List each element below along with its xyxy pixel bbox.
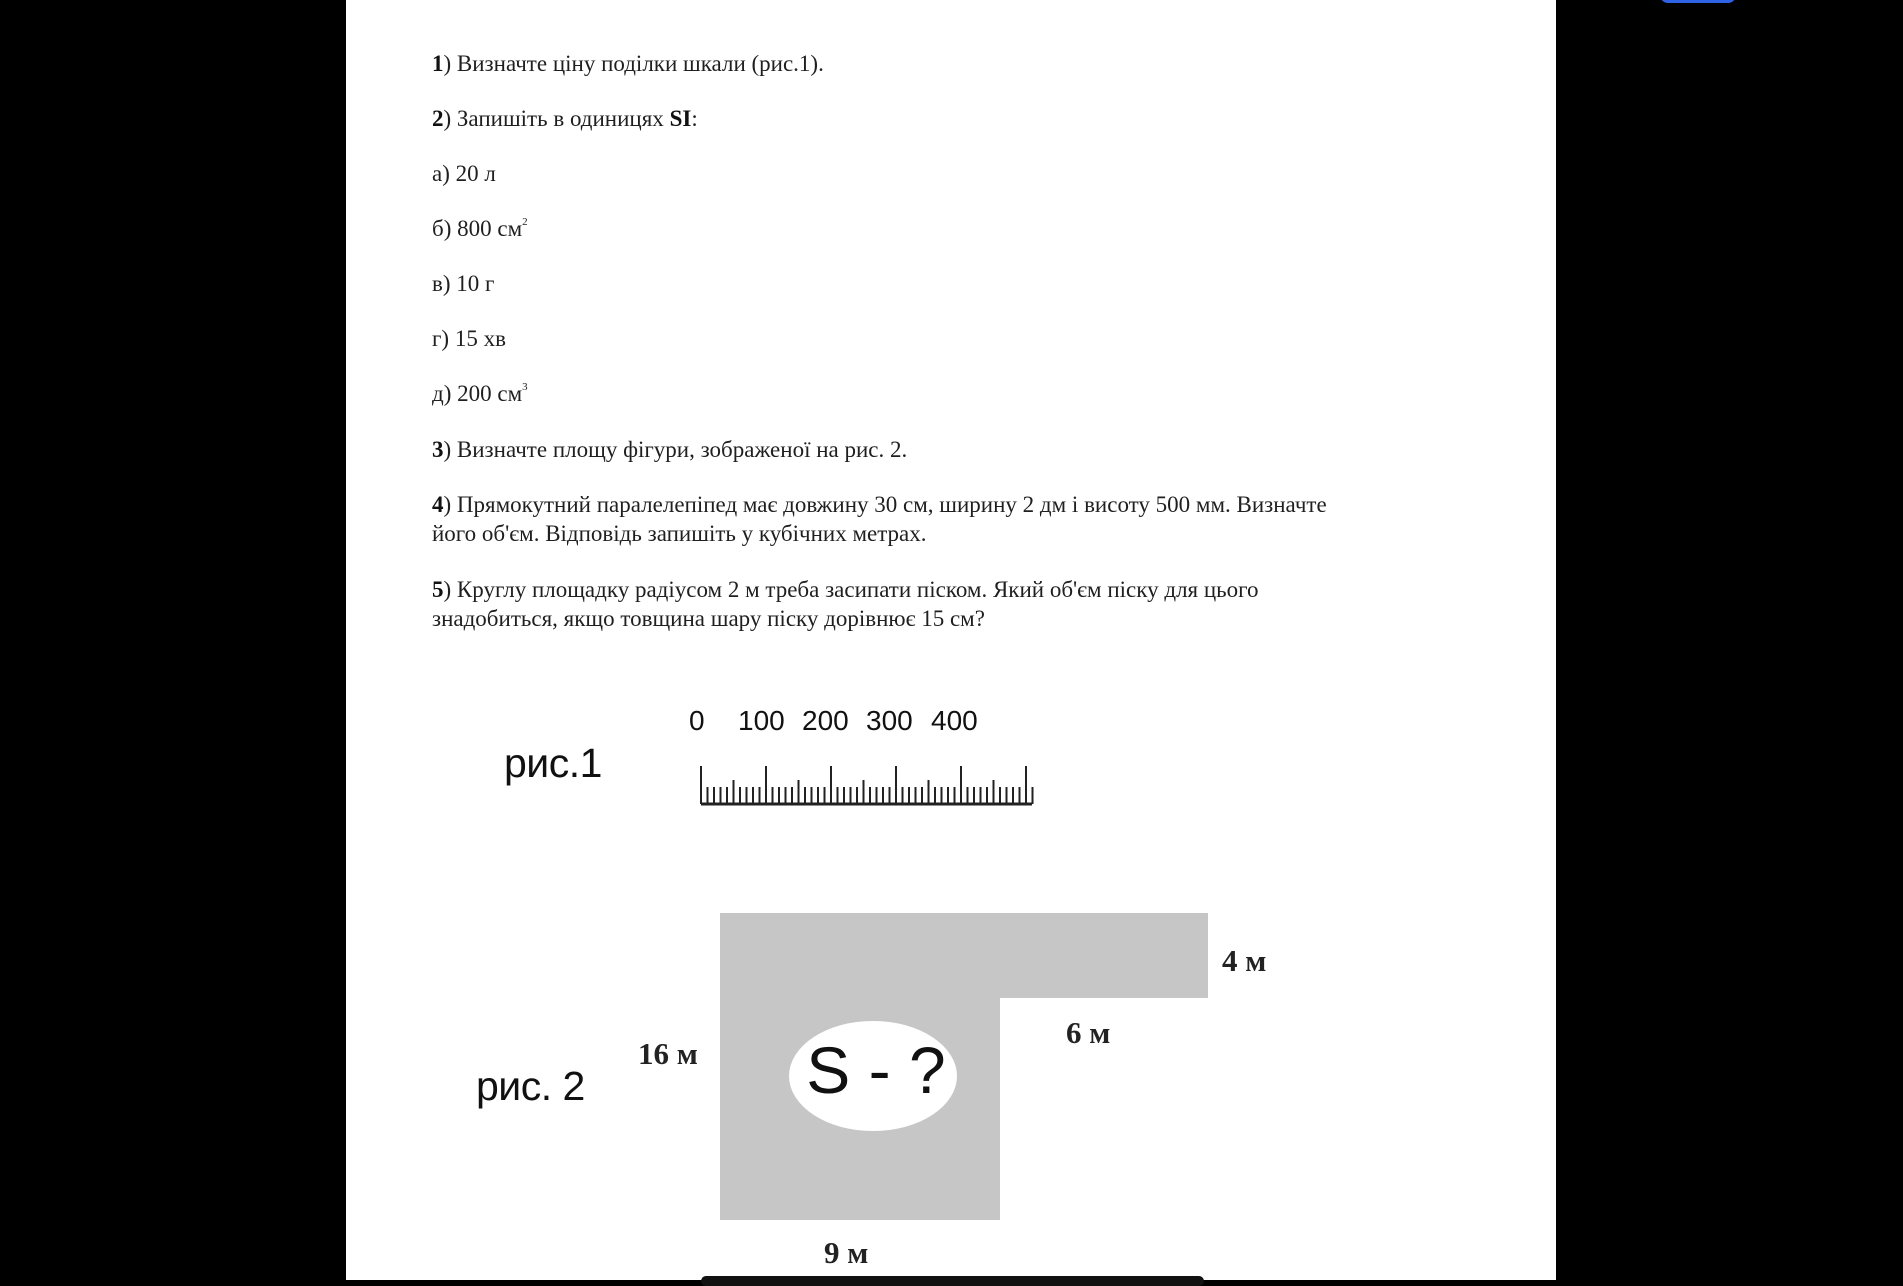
si-label: SI xyxy=(669,106,692,131)
question-number: 5 xyxy=(432,577,444,602)
superscript: 3 xyxy=(522,381,528,393)
question-text: ) Визначте ціну поділки шкали (рис.1). xyxy=(443,51,824,76)
fig2-label: рис. 2 xyxy=(476,1063,585,1109)
dim-top-right: 4 м xyxy=(1222,943,1267,978)
dim-inner: 6 м xyxy=(1066,1015,1111,1050)
question-text-line1: ) Круглу площадку радіусом 2 м треба засипати піском. Який об'єм піску для цього xyxy=(443,577,1259,602)
question-number: 3 xyxy=(432,437,444,462)
item-text: а) 20 л xyxy=(432,161,496,186)
ruler-label: 200 xyxy=(802,705,849,736)
question-tail: : xyxy=(691,106,698,131)
home-indicator-bar xyxy=(701,1276,1204,1286)
question-number: 2 xyxy=(432,106,444,131)
ruler-scale xyxy=(701,766,1033,804)
question-text: ) Визначте площу фігури, зображеної на рис. 2. xyxy=(443,437,908,462)
document-page xyxy=(346,0,1556,1280)
area-question-label: S - ? xyxy=(806,1033,946,1107)
dim-bottom: 9 м xyxy=(824,1235,869,1270)
dim-left: 16 м xyxy=(638,1036,698,1071)
corner-button[interactable] xyxy=(1660,0,1736,3)
ruler-label: 0 xyxy=(689,705,705,736)
question-number: 4 xyxy=(432,492,444,517)
item-text: г) 15 хв xyxy=(432,326,506,351)
question-text-line2: знадобиться, якщо товщина шару піску дорівнює 15 см? xyxy=(432,606,985,631)
ruler-label: 300 xyxy=(866,705,913,736)
item-text: б) 800 см xyxy=(432,216,523,241)
ruler-label: 400 xyxy=(931,705,978,736)
question-text-line1: ) Прямокутний паралелепіпед має довжину 30 см, ширину 2 дм і висоту 500 мм. Визначте xyxy=(443,492,1327,517)
ruler-label: 100 xyxy=(738,705,785,736)
fig1-label: рис.1 xyxy=(504,740,602,786)
item-text: в) 10 г xyxy=(432,271,495,296)
question-text-line2: його об'єм. Відповідь запишіть у кубічних метрах. xyxy=(432,521,927,546)
question-number: 1 xyxy=(432,51,444,76)
superscript: 2 xyxy=(522,216,528,228)
question-text: ) Запишіть в одиницях xyxy=(443,106,670,131)
item-text: д) 200 см xyxy=(432,381,523,406)
